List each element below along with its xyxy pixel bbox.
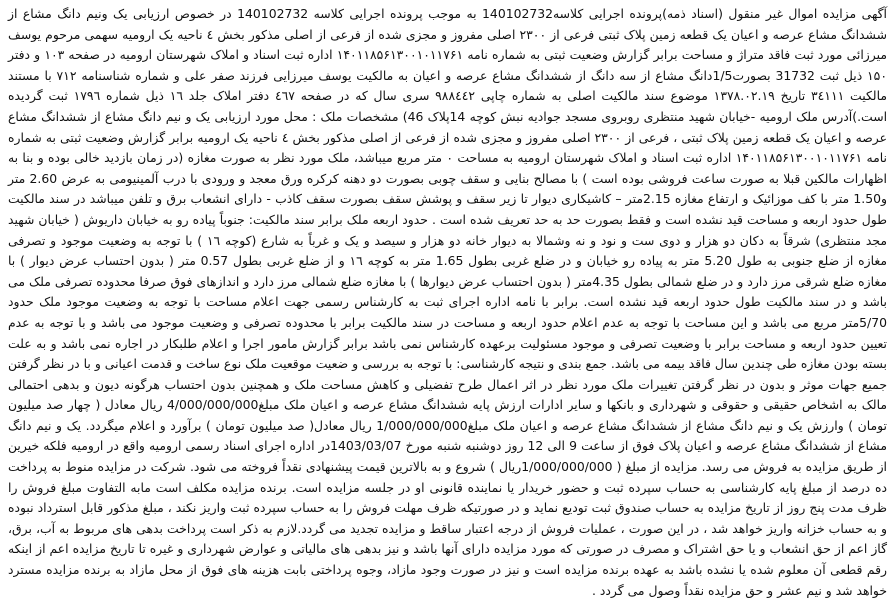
notice-text: آگهی مزایده اموال غیر منقول (اسناد ذمه)پرونده اجرایی کلاسه140102732 به موجب پرونده اجرایی کلاسه 140102732 در خصوص ارزیابی یک ونیم دانگ مشاع از ششدانگ مشاع عرصه و اعیان یک قطعه زمین پلاک ثبتی فرعی از ۲۳۰۰ اصلی مفروز و مجزی شده از فرعی از اصلی مذکور بخش ٤ ناحیه یک ارومیه سهمی مرحوم یوسف میرزائی مورد ثبت فاقد متراژ و مساحت برابر گزارش وضعیت ثبتی به شماره نامه ۱۴۰۱۱۸۵۶۱۳۰۰۱۰۱۱۷۶۱ اداره ثبت اسناد و املاک شهرستان ارومیه در صفحه ۱۰۳ و دفتر ۱۵۰ ذیل ثبت 31732 بصورت1/5دانگ مشاع از سه دانگ از ششدانگ مشاع عرصه و اعیان به مالکیت یوسف میرزایی فرزند صفر علی و شماره شناسنامه ۷۱۲ با مستند مالکیت ۳٤۱۱۱ تاریخ ۱۳۷۸.۰۲.۱۹ موضوع سند مالکیت اصلی به شماره چاپی ۹۸۸٤٤۲ سری سال که در صفحه ٤٦۷ دفتر املاک جلد ۱٦ ذیل شماره ۱۷۹٦ ثبت گردیده است.)آدرس ملک ارومیه -خیابان شهید منتظری روبروی مسجد جوادیه نبش کوچه 14پلاک 46) مشخصات ملک : محل مورد ارزیابی یک و نیم دانگ مشاع از ششدانگ مشاع عرصه و اعیان یک قطعه زمین پلاک ثبتی ، فرعی از ۲۳۰۰ اصلی مفروز و مجزی شده از فرعی از اصلی مذکور بخش ٤ ناحیه یک ارومیه برابر گزارش وضعیت ثبتی به شماره نامه ۱۴۰۱۱۸۵۶۱۳۰۰۱۰۱۱۷۶۱ اداره ثبت اسناد و املاک شهرستان ارومیه به مساحت ۰ متر مربع میباشد، ملک مورد نظر به صورت مغازه (در زمان بازدید خالی بوده و بنا به اظهارات مالکین قبلا به صورت ساعت فروشی بوده است ) با مصالح بنایی و سقف چوبی بصورت دو دهنه کرکره ورق معجد و ورودی با درب آلمینیومی به عرض 2.60 متر و1.50 متر با کف موزائیک و ارتفاع مغازه 2.15متر – کاشیکاری دیوار تا زیر سقف و پوشش سقف بصورت سقف کاذب - دارای انشعاب برق و تلفن میباشد در سند مالکیت طول حدود اربعه و مساحت قید نشده است و فقط بصورت حد به حد تعریف شده است . حدود اربعه ملک برابر سند مالکیت: جنوباً پیاده رو به خیابان داریوش ( خیابان شهید مجد منتظری) شرقاً به دکان دو هزار و دوی ست و نود و نه وشمالا به دیوار خانه دو هزار و سیصد و یک و غرباً به شارع (کوچه ۱٦ ) با توجه به وضعیت موجود و تصرفی مغازه از ضلع جنوبی به طول 5.20 متر به پیاده رو خیابان و در ضلع غربی بطول 1.65 متر به کوچه ۱٦ و از ضلع غربی بطول 0.57 متر ( بدون احتساب عرض دیوار ) با مغازه ضلع شرقی مرز دارد و در ضلع شمالی بطول 4.35متر ( بدون احتساب عرض دیوارها ) با مغازه ضلع شمالی مرز دارد و اندازهای فوق صرفا محدوده تصرفی ملک می باشد و در سند مالکیت طول حدود اربعه قید نشده است. برابر با نامه اداره اجرای ثبت به کارشناس رسمی جهت اعلام مساحت با توجه به وضعیت موجود ملک حدود 5/70متر مربع می باشد و این مساحت با توجه به عدم اعلام حدود اربعه و مساحت در سند مالکیت برابر با محدوده تصرفی و وضعیت موجود می باشد و با توجه به عدم تعیین حدود اربعه و مساحت برابر با وضعیت تصرفی و موجود مسئولیت برعهده کارشناس نمی باشد برابر گزارش مامور اجرا و اعلام طلبکار در اجاره نمی باشد و به علت بسته بودن مغازه طی چندین سال فاقد بیمه می باشد. جمع بندی و نتیجه کارشناسی: با توجه به بررسی و ضعیت موقعیت ملک نوع ساخت و قدمت اعیانی و با در نظر گرفتن جمیع جهات موثر و بدون در نظر گرفتن تغییرات ملک مورد نظر در اثر اعمال طرح تفضیلی و کاهش مساحت ملک و همچنین بدون احتساب هرگونه دیون و بدهی احتمالی مالک به اشخاص حقیقی و حقوقی و شهرداری و بانکها و سایر ادارات ارزش پایه ششدانگ مشاع عرصه و اعیان ملک مبلغ4/000/000/000 ریال معادل ( چهار صد میلیون تومان ) وارزش یک و نیم دانگ مشاع از ششدانگ مشاع عرصه و اعیان ملک مبلغ1/000/000/000 ریال معادل( صد میلیون تومان ) برآورد و اعلام میگردد. یک و نیم دانگ مشاع از ششدانگ مشاع عرصه و اعیان پلاک فوق از ساعت 9 الی 12 روز دوشنبه شنبه مورخ 1403/03/07در اداره اجرای اسناد رسمی ارومیه واقع در ارومیه فلکه خیرین از طریق مزایده به فروش می رسد. مزایده از مبلغ ( 1/000/000/000ریال ) شروع و به بالاترین قیمت پیشنهادی نقداً فروخته می شود. شرکت در مزایده منوط به پرداخت ده درصد از مبلغ پایه کارشناسی به حساب سپرده ثبت و حضور خریدار یا نماینده قانونی او در جلسه مزایده است. برنده مزایده مکلف است مابه التفاوت مبلغ فروش را ظرف مدت پنج روز از تاریخ مزایده به حساب صندوق ثبت تودیع نماید و در صورتیکه ظرف مهلت فروش را به حساب سپرده ثبت واریز نکند ، مبلغ مذکور قابل استرداد نبوده و به حساب خزانه واریز خواهد شد ، در این صورت ، عملیات فروش از درجه اعتبار ساقط و مزایده تجدید می گردد.لازم به ذکر است پرداخت بدهی های مربوط به آب، برق، گاز اعم از حق انشعاب و یا حق اشتراک و مصرف در صورتی که مورد مزایده دارای آنها باشد و نیز بدهی های مالیاتی و عوارض شهرداری و غیره تا تاریخ مزایده اعم از اینکه رقم قطعی آن معلوم شده یا نشده باشد به عهده برنده مزایده است و نیز در صورت وجود مازاد، وجوه پرداختی بابت هزینه های فوق از محل مازاد به برنده مزایده مسترد خواهد شد و نیم عشر و حق مزایده نقداً وصول می گردد . [8, 6, 888, 598]
